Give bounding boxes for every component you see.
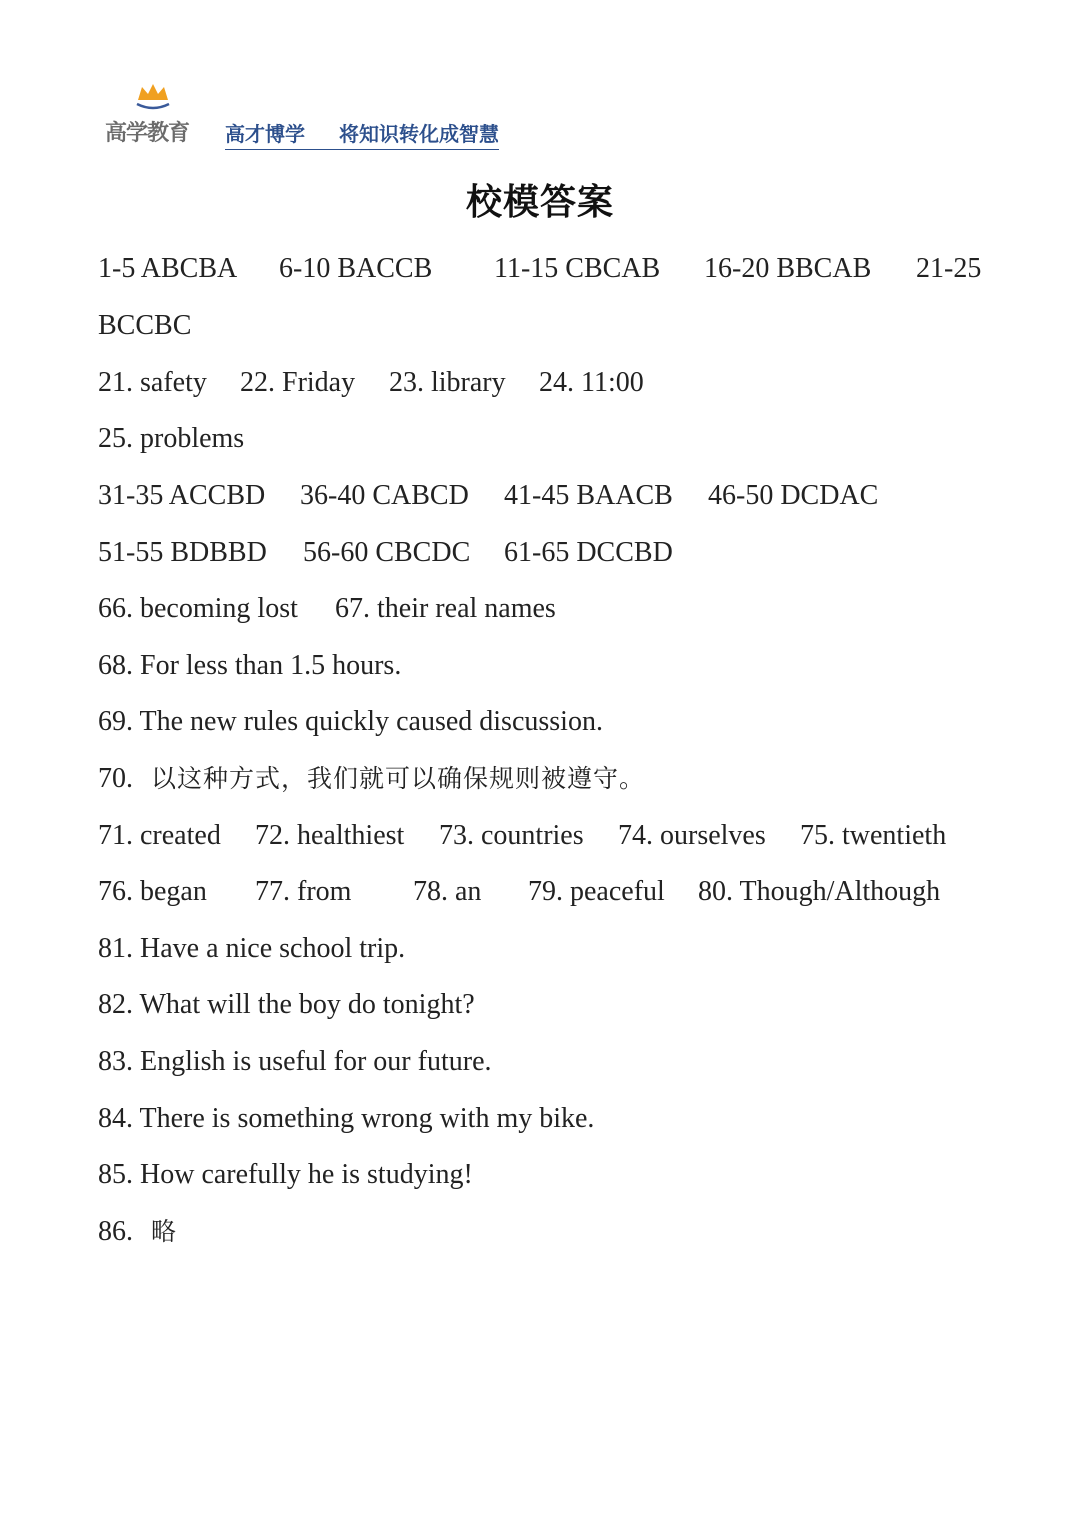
answer-item: 11-15 CBCAB — [494, 253, 661, 284]
answer-item: 51-55 BDBBD — [98, 537, 267, 568]
answer-line — [98, 476, 878, 516]
answer-item: 67. their real names — [335, 593, 556, 624]
answer-line — [98, 1099, 594, 1139]
answer-item: 25. problems — [98, 423, 245, 454]
page-title: 校模答案 — [465, 182, 614, 223]
answer-item: 72. healthiest — [255, 820, 405, 851]
answer-line — [98, 646, 401, 686]
answer-item: 1-5 ABCBA — [98, 253, 238, 284]
brand-logo — [105, 80, 205, 146]
answer-item: 68. For less than 1.5 hours. — [98, 650, 402, 681]
answer-line — [98, 1042, 492, 1082]
logo-text: 高学教育 — [105, 121, 190, 146]
answer-line — [98, 1212, 177, 1252]
answer-item: 6-10 BACCB — [279, 253, 433, 284]
answer-item: 78. an — [413, 876, 482, 907]
answer-line — [98, 1155, 473, 1195]
page-header — [105, 80, 555, 150]
answer-line — [98, 419, 244, 459]
answer-line — [98, 702, 603, 742]
answer-line — [98, 249, 981, 289]
answer-item: 24. 11:00 — [539, 367, 644, 398]
answer-item-chinese: 以这种方式，我们就可以确保规则被遵守。 — [151, 764, 646, 793]
answer-line — [98, 872, 940, 912]
answer-item: 71. created — [98, 820, 221, 851]
answer-item: 86. — [98, 1216, 133, 1247]
answer-item: 46-50 DCDAC — [708, 480, 879, 511]
answer-line — [98, 363, 644, 403]
slogan-right: 将知识转化成智慧 — [339, 122, 499, 146]
answer-item: 36-40 CABCD — [300, 480, 469, 511]
answer-item: 21-25 — [916, 253, 982, 284]
answer-item: 81. Have a nice school trip. — [98, 933, 406, 964]
answer-line — [98, 533, 673, 573]
answer-item: 56-60 CBCDC — [303, 537, 471, 568]
answer-line — [98, 759, 645, 799]
answer-item: 79. peaceful — [528, 876, 665, 907]
answer-item: 85. How carefully he is studying! — [98, 1159, 473, 1190]
crown-icon — [133, 82, 173, 112]
answer-item: 21. safety — [98, 367, 207, 398]
answer-line — [98, 816, 946, 856]
slogan — [225, 118, 499, 150]
answer-item-chinese: 略 — [151, 1217, 178, 1246]
answer-item: 80. Though/Although — [698, 876, 941, 907]
answer-item: 70. — [98, 763, 133, 794]
answer-item: 23. library — [389, 367, 506, 398]
answer-item: 82. What will the boy do tonight? — [98, 989, 475, 1020]
answer-item: 41-45 BAACB — [504, 480, 673, 511]
answer-line — [98, 929, 405, 969]
answer-item: 75. twentieth — [800, 820, 947, 851]
answer-item: 77. from — [255, 876, 352, 907]
answer-line — [98, 589, 556, 629]
answer-line — [98, 985, 475, 1025]
answer-item: 61-65 DCCBD — [504, 537, 673, 568]
answer-item: 84. There is something wrong with my bike. — [98, 1103, 595, 1134]
answer-item: 74. ourselves — [618, 820, 766, 851]
answer-item: BCCBC — [98, 310, 192, 341]
answer-item: 22. Friday — [240, 367, 356, 398]
answer-item: 73. countries — [439, 820, 584, 851]
answer-item: 31-35 ACCBD — [98, 480, 266, 511]
slogan-left: 高才博学 — [225, 122, 305, 146]
answer-item: 69. The new rules quickly caused discussion. — [98, 706, 603, 737]
answer-line — [98, 306, 191, 346]
answer-item: 16-20 BBCAB — [704, 253, 872, 284]
answer-item: 66. becoming lost — [98, 593, 298, 624]
answer-item: 76. began — [98, 876, 207, 907]
answer-item: 83. English is useful for our future. — [98, 1046, 492, 1077]
